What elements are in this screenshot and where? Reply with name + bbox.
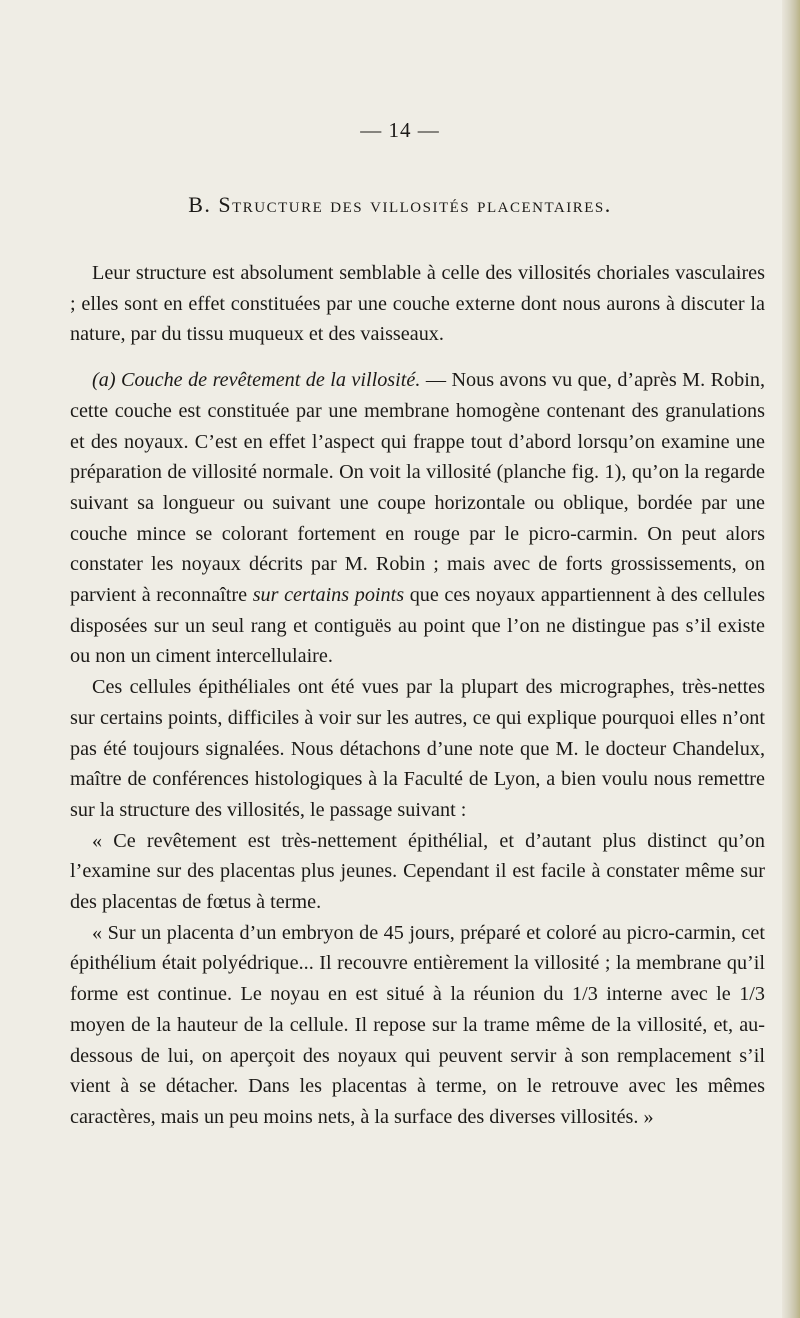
paragraph-quote-2 xyxy=(70,918,765,1133)
emphasis-text: sur certains points xyxy=(252,584,405,607)
section-label: B. xyxy=(188,192,212,217)
section-title: Structure des villosités placentaires. xyxy=(218,192,612,217)
paragraph-intro xyxy=(70,258,765,350)
paragraph-couche-revetement xyxy=(70,365,765,672)
paragraph-text: Ces cellules épithéliales ont été vues par la plupart des micrographes, très-nettes sur certains points, difficiles à voir sur les autres, ce qui explique pourquoi elles n’ont pas été toujours signalées. Nous détachons d’une note que M. le docteur Chandelux, maître de conférences histologiques à la Faculté de Lyon, a bien voulu nous remettre sur la structure des villosités, le passage suivant : xyxy=(70,676,765,821)
paragraph-quote-1 xyxy=(70,826,765,918)
section-heading xyxy=(0,192,800,218)
paragraph-text: — Nous avons vu que, d’après M. Robin, cette couche est constituée par une membrane homogène contenant des granulations et des noyaux. C’est en effet l’aspect qui frappe tout d’abord lorsqu’on examine une préparation de villosité normale. On voit la villosité (planche fig. 1), qu’on la regarde suivant sa longueur ou suivant une coupe horizontale ou oblique, bordée par une couche mince se colorant fortement en rouge par le picro-carmin. On peut alors constater les noyaux décrits par M. Robin ; mais avec de forts grossissements, on parvient à reconnaître xyxy=(70,369,765,607)
subsection-lead: (a) Couche de revêtement de la villosité. xyxy=(92,369,421,392)
paragraph-text: Leur structure est absolument semblable à celle des villosités choriales vasculaires ; elles sont en effet constituées par une couche externe dont nous aurons à discuter la nature, par du tissu muqueux et des vaisseaux. xyxy=(70,262,765,346)
paragraph-text: que ces noyaux appartiennent à des cellules disposées sur un seul rang et contiguës au point que l’on ne distingue pas s’il existe ou non un ciment intercellulaire. xyxy=(70,584,766,668)
page-number: — 14 — xyxy=(360,118,440,142)
paragraph-text: « Sur un placenta d’un embryon de 45 jours, préparé et coloré au picro-carmin, cet épithélium était polyédrique... Il recouvre entièrement la villosité ; la membrane qu’il forme est continue. Le noyau en est situé à la réunion du 1/3 interne avec le 1/3 moyen de la hauteur de la cellule. Il repose sur la trame même de la villosité, et, au-dessous de lui, on aperçoit des noyaux qui peuvent servir à son remplacement s’il vient à se détacher. Dans les placentas à terme, on le retrouve avec les mêmes caractères, mais un peu moins nets, à la surface des diverses villosités. » xyxy=(70,921,765,1128)
paragraph-text: « Ce revêtement est très-nettement épithélial, et d’autant plus distinct qu’on l’examine sur des placentas plus jeunes. Cependant il est facile à constater même sur des placentas de fœtus à terme. xyxy=(70,829,765,914)
body-text xyxy=(70,258,765,1133)
paragraph-cellules xyxy=(70,672,765,826)
